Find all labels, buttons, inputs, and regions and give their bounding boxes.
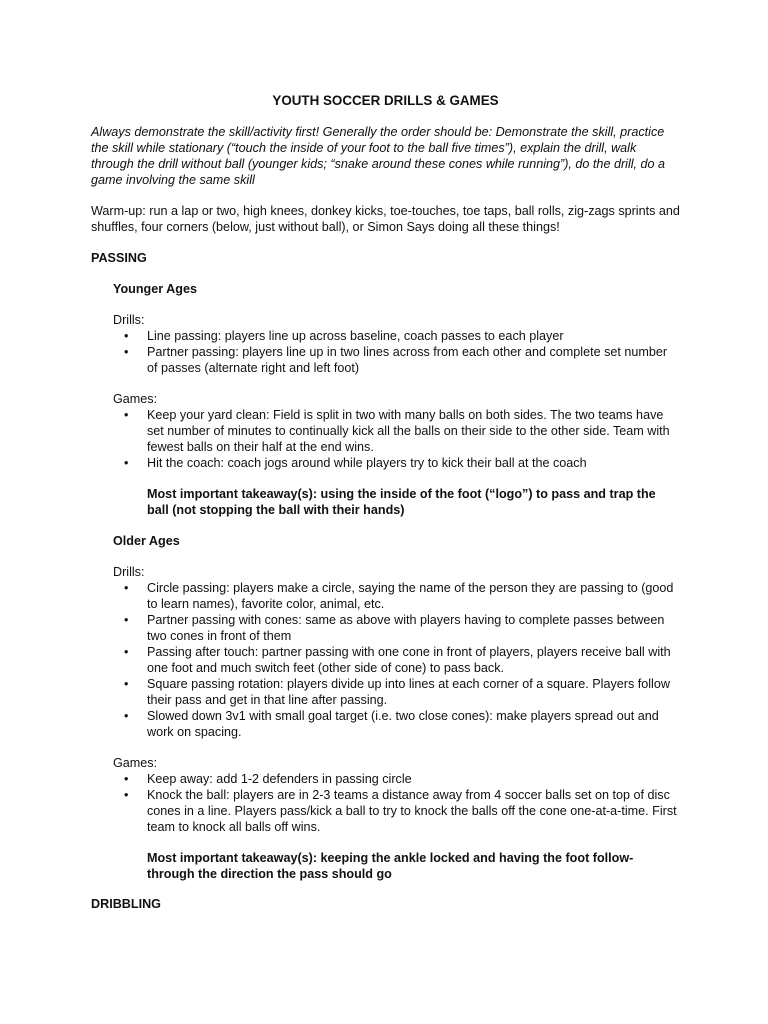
bullet-icon: • [124, 677, 129, 691]
bullet-icon: • [124, 345, 129, 359]
list-item [113, 328, 680, 344]
younger-drills-group [113, 312, 680, 376]
list-item-text: Passing after touch: partner passing with one cone in front of players, players receive ball with one foot and much switch feet (other side of cone) to pass back. [147, 645, 671, 675]
younger-ages-section [91, 281, 680, 882]
section-title-passing: PASSING [91, 251, 147, 265]
age-title-older: Older Ages [113, 534, 180, 548]
older-games-group [113, 755, 680, 835]
older-drills-group [113, 564, 680, 740]
list-item-text: Square passing rotation: players divide up into lines at each corner of a square. Players follow their pass and get in that line after passing. [147, 677, 670, 707]
drills-label: Drills: [113, 565, 145, 579]
games-label: Games: [113, 756, 158, 770]
younger-drills-list [113, 328, 680, 376]
list-item-text: Slowed down 3v1 with small goal target (i.e. two close cones): make players spread out and work on spacing. [147, 709, 659, 739]
bullet-icon: • [124, 788, 129, 802]
bullet-icon: • [124, 581, 129, 595]
warmup-paragraph: Warm-up: run a lap or two, high knees, donkey kicks, toe-touches, toe taps, ball rolls, zig-zags sprints and shuffles, four corners (below, just without ball), or Simon Says doing all these things! [91, 204, 680, 234]
drills-label: Drills: [113, 313, 145, 327]
older-drills-list [113, 580, 680, 740]
list-item-text: Knock the ball: players are in 2-3 teams a distance away from 4 soccer balls set on top of disc cones in a line. Players pass/kick a ball to try to knock the balls off the cone one-at-a-time. First team to knock all balls off wins. [147, 788, 677, 834]
younger-games-list [113, 407, 680, 471]
takeaway-younger: Most important takeaway(s): using the inside of the foot (“logo”) to pass and trap the ball (not stopping the ball with their hands) [147, 487, 656, 517]
list-item-text: Keep your yard clean: Field is split in two with many balls on both sides. The two teams have set number of minutes to continually kick all the balls on their side to the other side. Team with fewest balls on their half at the end wins. [147, 408, 670, 454]
list-item-text: Partner passing with cones: same as above with players having to complete passes between two cones in front of them [147, 613, 665, 643]
list-item-text: Partner passing: players line up in two lines across from each other and complete set number of passes (alternate right and left foot) [147, 345, 668, 375]
age-title-younger: Younger Ages [113, 282, 197, 296]
bullet-icon: • [124, 709, 129, 723]
document-title: YOUTH SOCCER DRILLS & GAMES [272, 93, 499, 108]
list-item [113, 771, 680, 787]
bullet-icon: • [124, 329, 129, 343]
older-games-list [113, 771, 680, 835]
list-item [113, 344, 680, 376]
list-item [113, 407, 680, 455]
list-item [113, 787, 680, 835]
list-item [113, 644, 680, 676]
games-label: Games: [113, 392, 158, 406]
list-item-text: Line passing: players line up across baseline, coach passes to each player [147, 329, 564, 343]
section-title-dribbling: DRIBBLING [91, 897, 161, 911]
bullet-icon: • [124, 645, 129, 659]
bullet-icon: • [124, 772, 129, 786]
takeaway-older: Most important takeaway(s): keeping the ankle locked and having the foot follow-through the direction the pass should go [147, 851, 634, 881]
list-item [113, 676, 680, 708]
list-item [113, 708, 680, 740]
list-item-text: Hit the coach: coach jogs around while players try to kick their ball at the coach [147, 456, 587, 470]
list-item [113, 580, 680, 612]
list-item [113, 455, 680, 471]
list-item-text: Keep away: add 1-2 defenders in passing circle [147, 772, 412, 786]
intro-paragraph: Always demonstrate the skill/activity first! Generally the order should be: Demonstrate the skill, practice the skill while stationary (“touch the inside of your foot to the ball five times”), explain the drill, walk through the drill without ball (younger kids; “snake around these cones while running”), do the drill, do a game involving the same skill [91, 125, 666, 187]
bullet-icon: • [124, 456, 129, 470]
list-item [113, 612, 680, 644]
list-item-text: Circle passing: players make a circle, saying the name of the person they are passing to (good to learn names), favorite color, animal, etc. [147, 581, 674, 611]
younger-games-group [113, 391, 680, 471]
bullet-icon: • [124, 408, 129, 422]
bullet-icon: • [124, 613, 129, 627]
